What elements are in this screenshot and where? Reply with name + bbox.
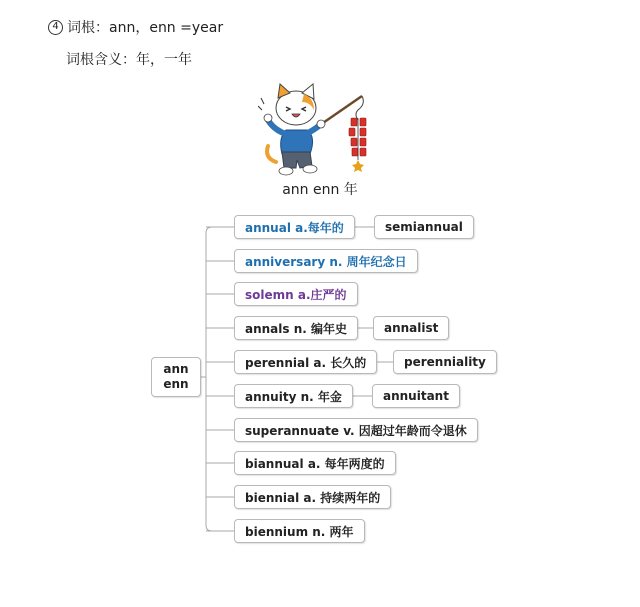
child-label: perenniality — [404, 355, 486, 369]
branch-annuity — [234, 384, 353, 408]
branch-annual — [234, 215, 355, 239]
branch-label: annuity n. 年金 — [245, 389, 342, 404]
branch-biennial — [234, 485, 391, 509]
root-label-enn: enn — [163, 377, 189, 391]
branch-solemn — [234, 282, 358, 306]
branch-label: biannual a. 每年两度的 — [245, 456, 385, 471]
branch-biennium — [234, 519, 365, 543]
branch-label: perennial a. 长久的 — [245, 355, 367, 370]
root-node — [151, 357, 201, 397]
item-number: 4 — [48, 20, 63, 35]
spine-bottom-curve — [206, 525, 212, 531]
branch-anniversary — [234, 249, 418, 273]
branch-biannual — [234, 451, 396, 475]
child-perenniality — [393, 350, 497, 374]
illustration-caption: ann enn 年 — [282, 182, 358, 198]
heading-text: 词根：ann，enn =year — [67, 20, 224, 36]
branch-label: anniversary n. 周年纪念日 — [245, 254, 407, 269]
root-label-ann: ann — [163, 362, 189, 376]
branch-label: annual a.每年的 — [245, 220, 344, 235]
child-label: annuitant — [383, 389, 449, 403]
branch-annals — [234, 316, 358, 340]
branch-label: solemn a.庄严的 — [245, 287, 347, 302]
branch-superannuate — [234, 418, 478, 442]
branch-label: superannuate v. 因超过年龄而令退休 — [245, 423, 467, 438]
branch-label: biennial a. 持续两年的 — [245, 490, 381, 505]
child-annalist — [373, 316, 449, 340]
child-label: semiannual — [385, 220, 463, 234]
child-annuitant — [372, 384, 460, 408]
child-label: annalist — [384, 321, 439, 335]
branch-label: annals n. 编年史 — [245, 321, 347, 336]
child-semiannual — [374, 215, 474, 239]
branch-perennial — [234, 350, 377, 374]
branch-label: biennium n. 两年 — [245, 524, 354, 539]
root-meaning: 词根含义：年，一年 — [66, 52, 192, 68]
spine-top-curve — [206, 227, 212, 233]
